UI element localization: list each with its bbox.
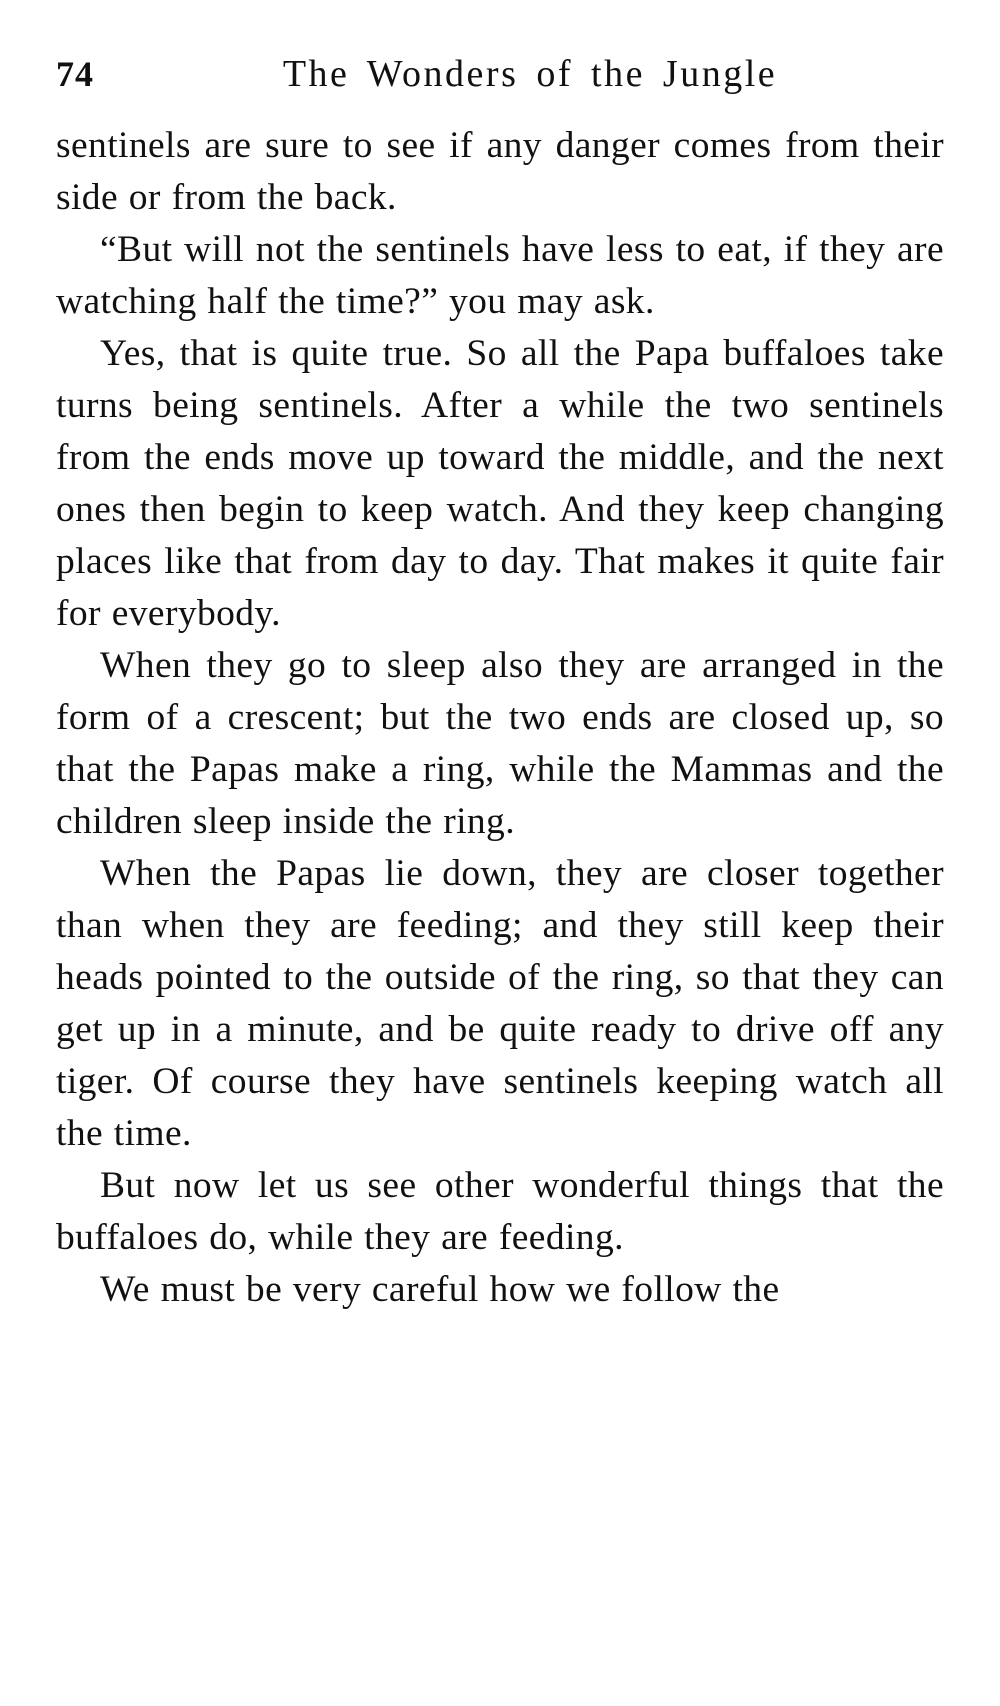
paragraph: When they go to sleep also they are arranged in the form of a crescent; but the two ends are closed up, so that the Papas make a ring, while the Mammas and the children sleep inside the ring. bbox=[56, 645, 944, 842]
page-body bbox=[56, 120, 944, 1316]
paragraph: Yes, that is quite true. So all the Papa buffaloes take turns being sentinels. After a while the two sentinels from the ends move up toward the middle, and the next ones then begin to keep watch. And they keep changing places like that from day to day. That makes it quite fair for everybody. bbox=[56, 333, 944, 634]
paragraph-continued: We must be very careful how we follow the bbox=[100, 1269, 780, 1310]
page-header bbox=[56, 52, 944, 114]
paragraph: But now let us see other wonderful things that the buffaloes do, while they are feeding. bbox=[56, 1165, 944, 1258]
page-number: 74 bbox=[56, 54, 94, 94]
paragraph: When the Papas lie down, they are closer together than when they are feeding; and they still keep their heads pointed to the outside of the ring, so that they can get up in a minute, and be quite ready to drive off any tiger. Of course they have sentinels keeping watch all the time. bbox=[56, 853, 944, 1154]
paragraph: “But will not the sentinels have less to eat, if they are watching half the time?” you may ask. bbox=[56, 229, 944, 322]
running-head-title: The Wonders of the Jungle bbox=[282, 53, 778, 95]
paragraph: sentinels are sure to see if any danger comes from their side or from the back. bbox=[56, 125, 944, 218]
